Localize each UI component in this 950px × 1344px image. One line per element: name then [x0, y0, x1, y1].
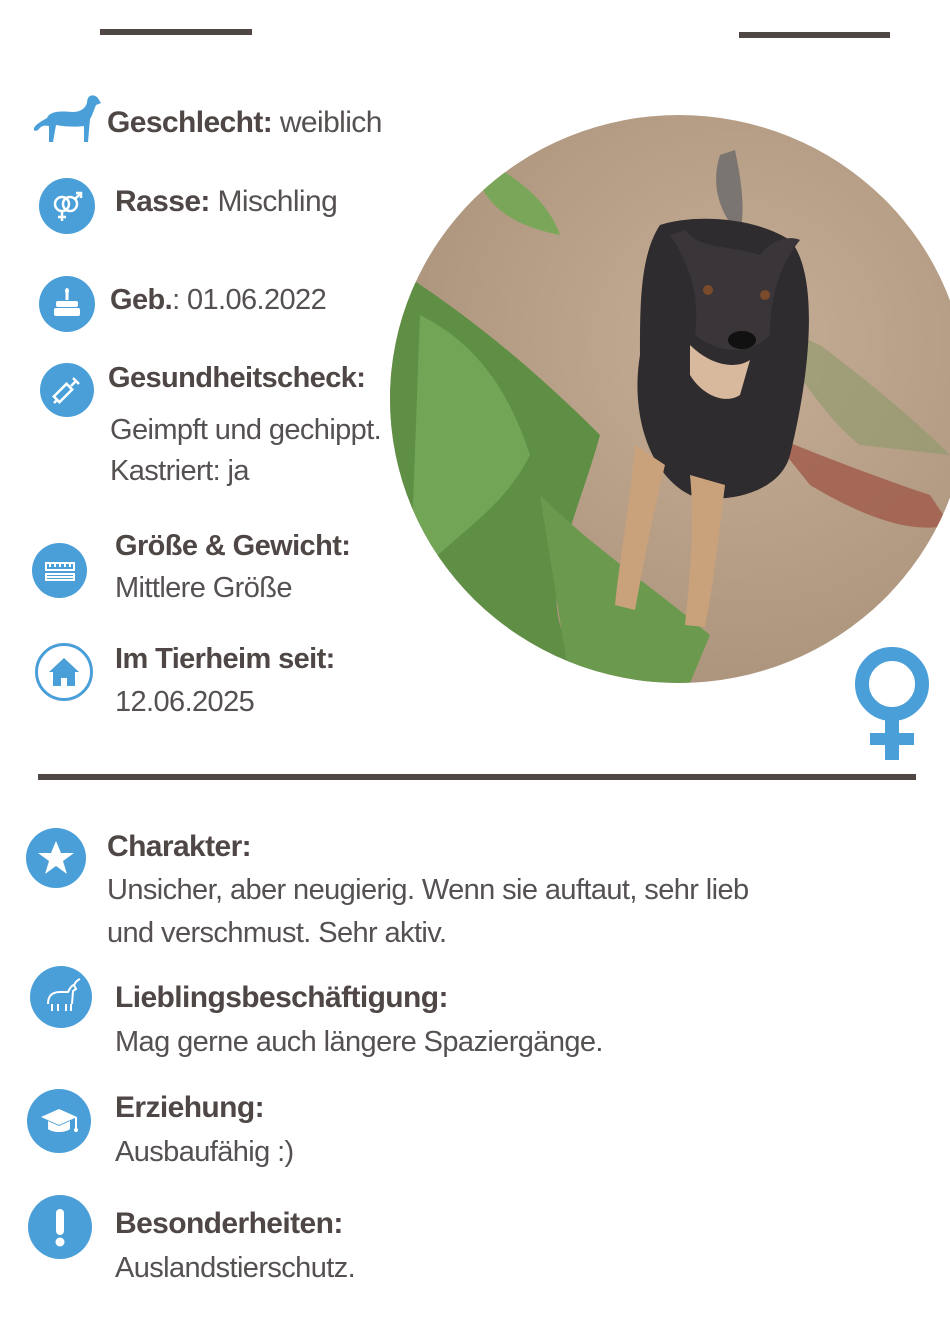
training-value: Ausbaufähig :)	[115, 1136, 294, 1168]
training-label: Erziehung:	[115, 1091, 264, 1124]
star-icon	[26, 828, 86, 888]
hobby-value: Mag gerne auch längere Spaziergänge.	[115, 1026, 603, 1058]
health-label: Gesundheitscheck:	[108, 362, 366, 394]
character-line-1: Unsicher, aber neugierig. Wenn sie auftaut, sehr lieb	[107, 874, 749, 906]
graduation-cap-icon	[27, 1089, 91, 1153]
gender-label: Geschlecht:	[107, 106, 273, 139]
gender-symbols-icon	[39, 178, 95, 234]
breed-label: Rasse:	[115, 185, 210, 218]
birth-row	[110, 284, 326, 317]
section-divider	[38, 774, 916, 780]
ruler-icon	[32, 543, 87, 598]
gender-row	[107, 106, 382, 140]
top-left-bar	[100, 29, 252, 35]
character-label: Charakter:	[107, 830, 252, 863]
gender-value: weiblich	[272, 106, 382, 139]
top-right-bar	[739, 32, 890, 38]
shelter-value: 12.06.2025	[115, 686, 255, 718]
exclamation-icon	[28, 1195, 92, 1259]
breed-row	[115, 185, 337, 219]
birthday-cake-icon	[39, 276, 95, 332]
dog-walk-icon	[30, 966, 92, 1028]
dog-photo	[390, 115, 950, 683]
breed-value: Mischling	[209, 185, 338, 218]
syringe-icon	[40, 363, 94, 417]
health-line-1: Geimpft und gechippt.	[110, 414, 382, 446]
female-symbol-icon	[848, 642, 936, 767]
special-label: Besonderheiten:	[115, 1207, 343, 1240]
character-line-2: und verschmust. Sehr aktiv.	[107, 917, 447, 949]
house-icon	[35, 643, 93, 701]
size-value: Mittlere Größe	[115, 572, 292, 604]
birth-value: : 01.06.2022	[172, 284, 327, 316]
dog-icon	[30, 92, 102, 151]
size-label: Größe & Gewicht:	[115, 530, 351, 562]
health-line-2: Kastriert: ja	[110, 455, 249, 487]
hobby-label: Lieblingsbeschäftigung:	[115, 981, 448, 1014]
special-value: Auslandstierschutz.	[115, 1252, 356, 1284]
shelter-label: Im Tierheim seit:	[115, 643, 335, 675]
birth-label: Geb.	[110, 284, 173, 316]
